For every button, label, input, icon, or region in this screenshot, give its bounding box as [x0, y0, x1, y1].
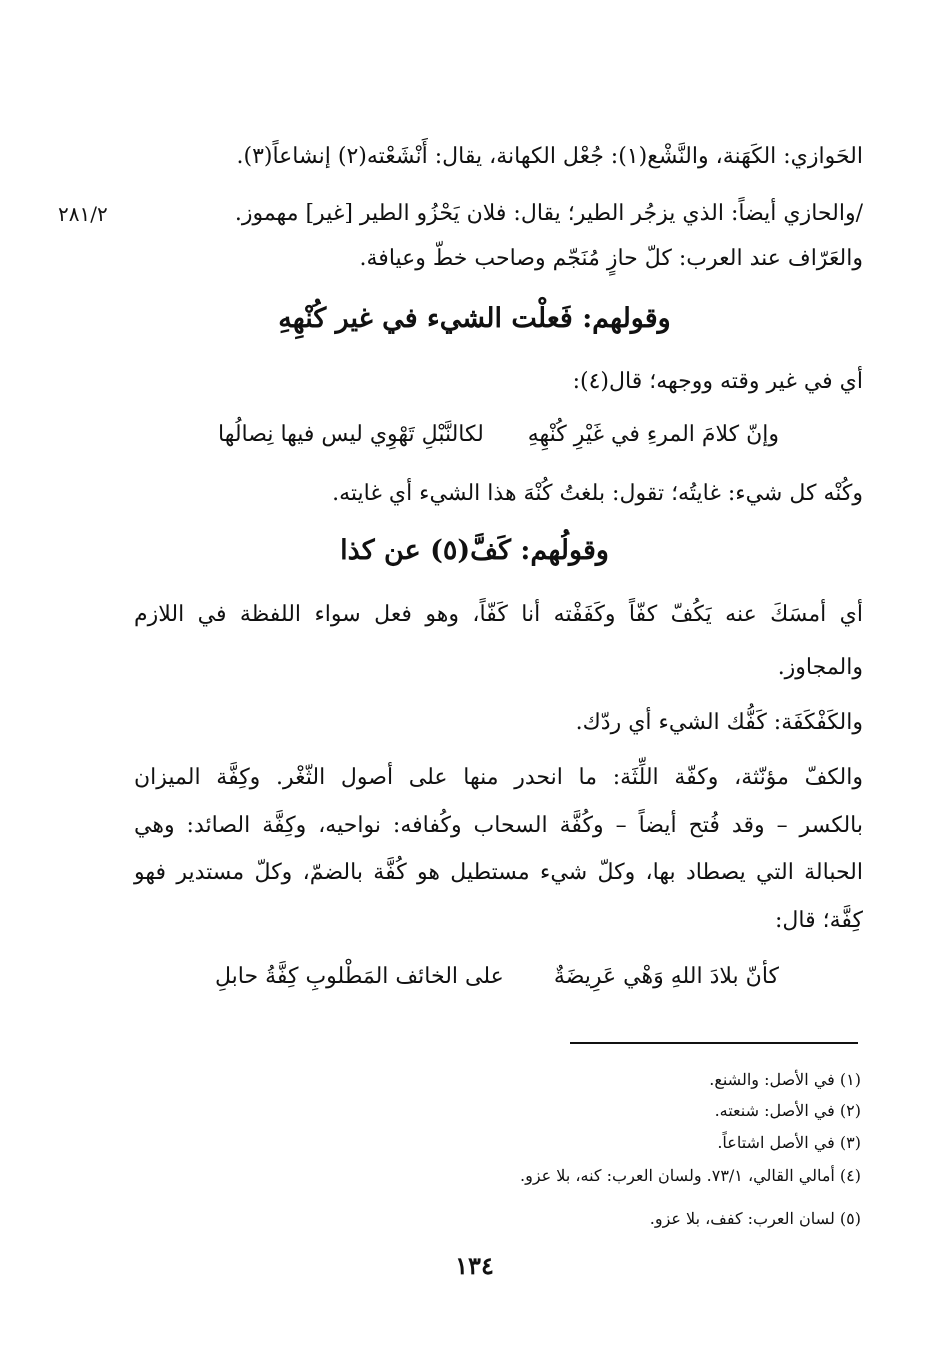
footnote-2: (٢) في الأصل: شنعته.	[714, 1101, 861, 1120]
text-line-1: الحَوازي: الكَهَنة، والنَّشْع(١): جُعْل الكهانة، يقال: أَنْشَعْته(٢) إنشاعاً(٣).	[236, 144, 863, 169]
verse-1-first-hemistich: وإنّ كلامَ المرءِ في غَيْرِ كُنْهِهِ	[527, 422, 779, 447]
paragraph-1-line-1: أي أمسَكَ عنه يَكُفّ كفّاً وكَفَفْته أنا كَفّاً، وهو فعل سواء اللفظة في اللازم	[134, 602, 863, 627]
section-heading-2: وقولُهم: كَفَّ(٥) عن كذا	[340, 535, 609, 566]
paragraph-2-line-2: بالكسر – وقد فُتح أيضاً – وكُفَّة السحاب وكُفافه: نواحيه، وكِفَّة الصائد: وهي	[134, 813, 863, 838]
section-heading-1: وقولهم: فَعلْت الشيء في غير كُنْهِهِ	[278, 303, 671, 334]
marginal-reference: ٢٨١/٢	[58, 202, 108, 226]
paragraph-2-line-1: والكفّ مؤنّثة، وكفّة اللِّثَة: ما انحدر منها على أصول الثّغْر. وكِفَّة الميزان	[134, 765, 863, 790]
verse-1-second-hemistich: لكالنَّبْلِ تَهْوِي ليس فيها نِصالُها	[218, 422, 484, 447]
footnote-5: (٥) لسان العرب: كفف، بلا عزو.	[649, 1209, 861, 1228]
footnote-1: (١) في الأصل: والشنع.	[709, 1070, 861, 1089]
text-line-6: والكَفْكَفَة: كَفُّك الشيء أي ردّك.	[575, 710, 863, 735]
paragraph-2-line-4: كِفَّة؛ قال:	[775, 908, 863, 933]
paragraph-2-line-3: الحبالة التي يصطاد بها، وكلّ شيء مستطيل هو كُفَّة بالضمّ، وكلّ مستدير فهو	[134, 860, 863, 885]
verse-2-first-hemistich: كأنّ بلادَ اللهِ وَهْي عَرِيضَةٌ	[553, 964, 779, 989]
paragraph-1-line-2: والمجاوز.	[777, 655, 863, 680]
footnote-4: (٤) أمالي القالي، ٧٣/١. ولسان العرب: كنه، بلا عزو.	[520, 1166, 861, 1185]
verse-2-second-hemistich: على الخائف المَطْلوبِ كِفَّةُ حابلِ	[215, 964, 504, 989]
text-line-4: أي في غير وقته ووجهه؛ قال(٤):	[572, 369, 863, 394]
footnote-separator	[570, 1042, 858, 1044]
text-line-3: والعَرّاف عند العرب: كلّ حازٍ مُنَجّم وصاحب خطّ وعيافة.	[359, 246, 863, 271]
footnote-3: (٣) في الأصل اشتاعاً.	[717, 1133, 861, 1152]
text-line-2: /والحازي أيضاً: الذي يزجُر الطير؛ يقال: فلان يَحْزُو الطير [غير] مهموز.	[234, 201, 863, 226]
page-number: ١٣٤	[455, 1251, 494, 1280]
text-line-5: وكُنْه كل شيء: غايتُه؛ تقول: بلغتُ كُنْهَ هذا الشيء أي غايته.	[332, 481, 863, 506]
